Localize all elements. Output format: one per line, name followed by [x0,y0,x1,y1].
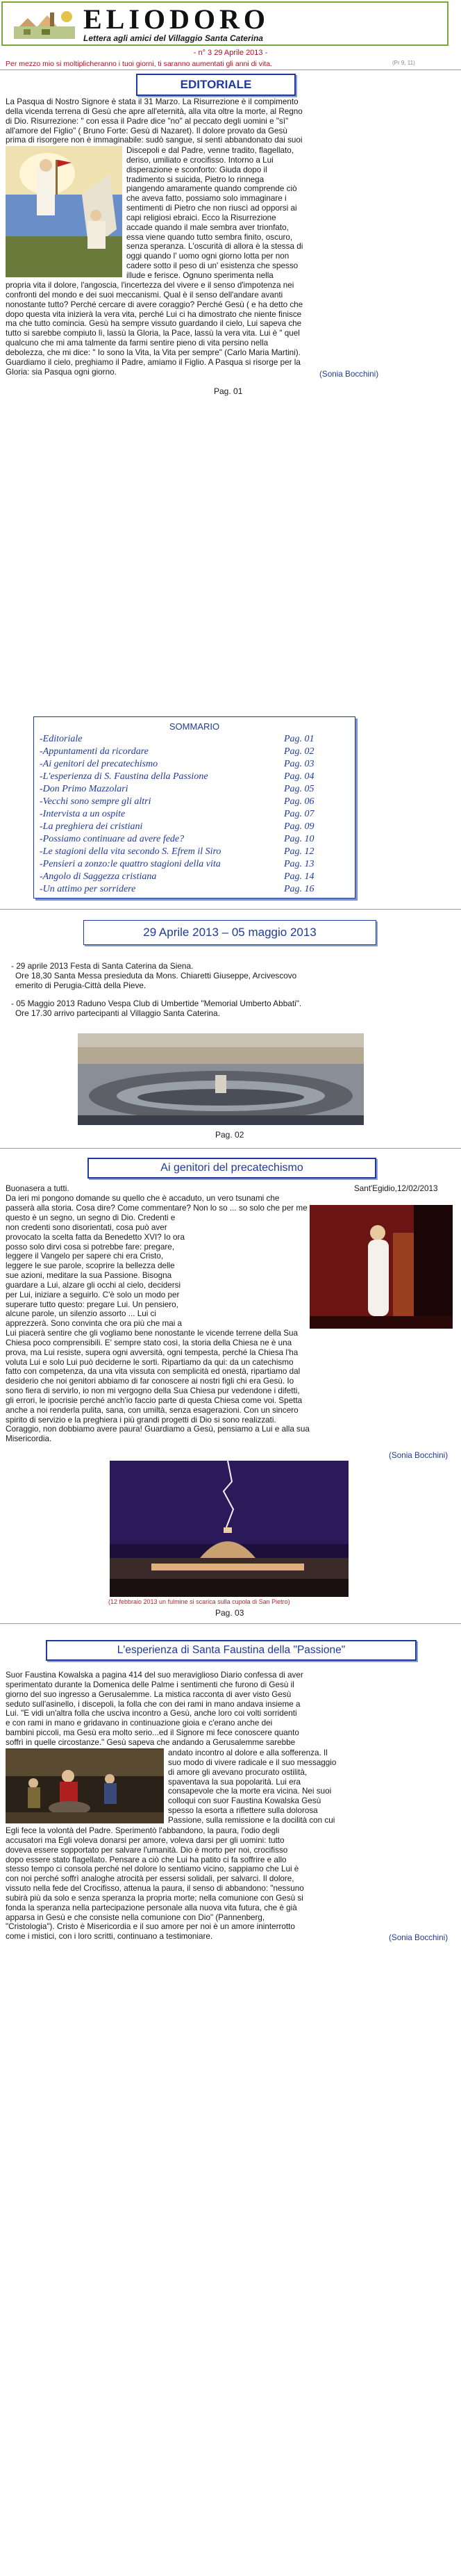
event-vespa-club: - 05 Maggio 2013 Raduno Vespa Club di Umbertide "Memorial Umberto Abbati". Ore 17.30 arrivo partecipanti al Villaggio Santa Caterina. [11,999,302,1018]
lightning-st-peters-photo [110,1461,349,1597]
newsletter-title: ELIODORO [83,3,270,35]
genitori-dateline: Sant'Egidio,12/02/2013 [354,1184,438,1193]
genitori-heading: Ai genitori del precatechismo [87,1158,376,1179]
toc-item[interactable]: -Ai genitori del precatechismo Pag. 03 [40,759,315,769]
pope-benedict-photo [310,1205,453,1329]
palm-sunday-painting [6,1748,164,1823]
page-number-02: Pag. 02 [215,1130,244,1140]
toc-item[interactable]: -Intervista a un ospite Pag. 07 [40,809,315,819]
section-divider [0,1148,461,1149]
st-peters-square-photo [78,1033,364,1125]
toc-item[interactable]: -Don Primo Mazzolari Pag. 05 [40,784,315,794]
editoriale-text-side: Discepoli e dal Padre, venne tradito, flagellato, deriso, umiliato e crocifisso. Intorno a Lui disperazione e sconforto: Giuda dopo il tradimento si suicida, Pietro lo rinnega piangendo amaramente quando comprende ciò che aveva fatto, possiamo solo immaginare i sentimenti di Pietro che non riuscì ad opporsi ai capi religiosi ebraici. Ecco la Risurrezione accade quando il male sembra aver trionfato, essa viene quando tutto sembra finito, oscuro, senza speranza. L'oscurità di allora è la stessa di oggi quando l' uomo ogni giorno lotta per non cadere sotto il peso di un' esistenza che spesso illude e ferisce. Ognuno sperimenta nella [126,146,303,280]
motto-reference: (Pr 9, 11) [392,60,415,66]
genitori-text-bottom: Lui piacerà sentire che gli vogliamo bene nonostante le vicende terrene della Sua Chiesa poco comprensibili. E' sempre stato così, la storia della Chiesa ne è una prova, ma Lui resiste, supera ogni avversità, ogni tempesta, perché la Chiesa l'ha voluta Lui e solo Lui può deciderne le sorti. Ripartiamo da qui: da un catechismo fatto con competenza, da una vita vissuta con semplicità ed onestà, ripartiamo dal desiderio che noi genitori abbiamo di far conoscere ai nostri figli chi era Gesù. Io sono fiera di servirlo, io non mi vergogno della Sua Chiesa pur vedendone i difetti, gli errori, le ipocrisie perché anch'io faccio parte di questa Chiesa come voi. Spetta anche a noi renderla pulita, sana, con umiltà, senza esagerazioni. Con un sincero spirito di servizio e la preghiera i più grandi progetti di Dio si sono realizzati. Coraggio, non dobbiamo avere paura! Guardiamo a Gesù, pensiamo a Lui e alla sua Misericordia. [6,1329,310,1444]
toc-item[interactable]: -Le stagioni della vita secondo S. Efrem il Siro Pag. 12 [40,846,315,857]
editoriale-text-top: La Pasqua di Nostro Signore è stata il 31 Marzo. La Risurrezione è il compimento della vicenda terrena di Gesù che apre all'eternità, alla vita oltre la morte, al Regno di Dio. Risurrezione: " con essa il Padre dice "no" al peccato degli uomini e "sì" all'amore del Figlio" ( Bruno Forte: Gesù di Nazaret). Il dolore provato da Gesù prima di risorgere non è immaginabile: sudò sangue, si sentì abbandonato dai suoi [6,97,303,145]
genitori-text-side: questo è un segno, un segno di Dio. Credenti e non credenti sono disorientati, cosa può aver provocato la scelta fatta da Benedetto XVI? Io ora posso solo dirvi cosa si potrebbe fare: pregare, leggere il Vangelo per sapere chi era Cristo, leggere le sue parole, scoprire la bellezza delle sue azioni, meditare la sua Passione. Bisogna guardare a Lui, alzare gli occhi al cielo, decidersi per Lui, iniziare a seguirlo. C'è solo un modo per superare tutto questo: pregare Lui. Un pensiero, alcune parole, un silenzio assorto ... Lui ci apprezzerà. Sono convinta che ora più che mai a [6,1213,185,1329]
issue-number: - n° 3 29 Aprile 2013 - [193,49,268,57]
date-range-heading: 29 Aprile 2013 – 05 maggio 2013 [83,920,376,945]
faustina-author: (Sonia Bocchini) [389,1933,449,1942]
genitori-greeting: Buonasera a tutti. [6,1184,69,1193]
toc-item[interactable]: -Un attimo per sorridere Pag. 16 [40,884,315,894]
toc-item[interactable]: -Pensieri a zonzo:le quattro stagioni della vita Pag. 13 [40,859,315,869]
editoriale-heading: EDITORIALE [136,74,296,96]
faustina-text-top: Suor Faustina Kowalska a pagina 414 del suo meraviglioso Diario confessa di aver sperimentato durante la Domenica delle Palme i sentimenti che furono di Gesù il giorno del suo ingresso a Gerusalemme. La mistica racconta di aver visto Gesù seduto sull'asinello, i discepoli, la folla che con dei rami in mano andava insieme a Lui. "E vidi un'altra folla che usciva incontro a Gesù, anche loro coi volti sorridenti e con rami in mano e gridavano in continuazione gioia e c'erano anche dei bambini piccoli, ma Gesù era molto serio...ed il Signore mi fece conoscere quanto soffrì in quelle circostanze." Gesù sapeva che andando a Gerusalemme sarebbe [6,1671,303,1747]
page-number-03: Pag. 03 [215,1608,244,1618]
header-divider [0,69,461,70]
toc-item[interactable]: -Editoriale Pag. 01 [40,734,315,744]
village-logo-icon [10,6,79,42]
sommario-title: SOMMARIO [169,721,220,732]
motto-text: Per mezzo mio si moltiplicheranno i tuoi giorni, ti saranno aumentati gli anni di vita. [6,60,273,68]
faustina-text-side: andato incontro al dolore e alla sofferenza. Il suo modo di vivere radicale e il suo messaggio di amore gli avevano procurato ostilità, spaventava la sua popolarità. Lui era consapevole che la morte era vicina. Nei suoi colloqui con suor Faustina Kowalska Gesù spesso la esorta a riflettere sulla dolorosa Passione, sulla remissione e la docilità con cui [168,1748,337,1825]
editoriale-text-bottom: propria vita il dolore, l'angoscia, l'incertezza del vivere e il senso d'impotenza nei confronti del mondo e dei suoi meccanismi. Qual è il senso dell'andare avanti nonostante tutto? Perché cercare di avere coraggio? Perché Gesù ( e ha detto che dopo questa vita inizierà la vera vita, perché Lui ci ha dimostrato che niente finisce ma che tutto comincia. Gesù ha sempre vissuto guardando il cielo, Lui sapeva che tutto si sarebbe compiuto lì, lassù la Gloria, la Pace, lassù la vera vita. Lui è " quel qualcuno che mi ama talmente da farmi sentire pieno di vita persino nella debolezza, che mi dice: " Io sono la Vita, la Vita per sempre" (Carlo Maria Martini). Guardiamo il cielo, preghiamo il Padre, amiamo il Figlio. A Pasqua si risorge per la Gloria: sia Pasqua ogni giorno. [6,281,303,377]
section-divider [0,1623,461,1624]
toc-item[interactable]: -Angolo di Saggezza cristiana Pag. 14 [40,871,315,882]
sommario-box [33,716,355,899]
toc-item[interactable]: -Vecchi sono sempre gli altri Pag. 06 [40,796,315,807]
toc-item[interactable]: -La preghiera dei cristiani Pag. 09 [40,821,315,832]
faustina-text-bottom: Egli fece la volontà del Padre. Sperimentò l'abbandono, la paura, l'odio degli accusatori ma Egli voleva donarsi per amore, voleva darsi per gli uomini: tutto doveva essere sopportato per salvare l'umanità. Dio è morto per noi, crocifisso dopo essere stato flagellato. Pensare a ciò che Lui ha patito ci fa soffrire e allo stesso tempo ci consola perché nel dolore lo sentiamo vicino, sappiamo che Lui è con noi perché soffrì analoghe atrocità per essersi solidali, per salvarci. Il dolore, vissuto nella fede del Crocifisso, attenua la paura, il senso di abbandono: "nessuno subirà più da solo e senza speranza la propria morte; nella comunione con Gesù si fonda la speranza nella partecipazione personale alla nuova vita futura, che è già apparsa in Gesù e che consiste nella comunione con Dio" (Pannenberg, "Cristologia"). Cristo è Misericordia e il suo amore per noi è un amore ininterrotto come i mistici, con i loro scritti, continuano a testimoniare. [6,1826,304,1942]
toc-item[interactable]: -Possiamo continuare ad avere fede? Pag. 10 [40,834,315,844]
newsletter-subtitle: Lettera agli amici del Villaggio Santa Caterina [83,33,263,43]
toc-item[interactable]: -Appuntamenti da ricordare Pag. 02 [40,746,315,757]
section-divider [0,909,461,910]
genitori-author: (Sonia Bocchini) [389,1451,449,1460]
page-number-01: Pag. 01 [214,386,243,396]
faustina-heading: L'esperienza di Santa Faustina della "Passione" [46,1640,417,1661]
lightning-photo-caption: (12 febbraio 2013 un fulmine si scarica sulla cupola di San Pietro) [108,1598,290,1605]
editoriale-author: (Sonia Bocchini) [319,370,379,379]
event-santa-caterina: - 29 aprile 2013 Festa di Santa Caterina da Siena. Ore 18,30 Santa Messa presieduta da Mons. Chiaretti Giuseppe, Arcivescovo emerito di Perugia-Città della Pieve. [11,961,297,990]
toc-item[interactable]: -L'esperienza di S. Faustina della Passione Pag. 04 [40,771,315,782]
resurrection-painting [6,146,122,277]
genitori-text-top: Da ieri mi pongono domande su quello che è accaduto, un vero tsunami che passerà alla storia. Cosa dire? Come commentare? Non lo so ... so solo che per me [6,1194,308,1213]
